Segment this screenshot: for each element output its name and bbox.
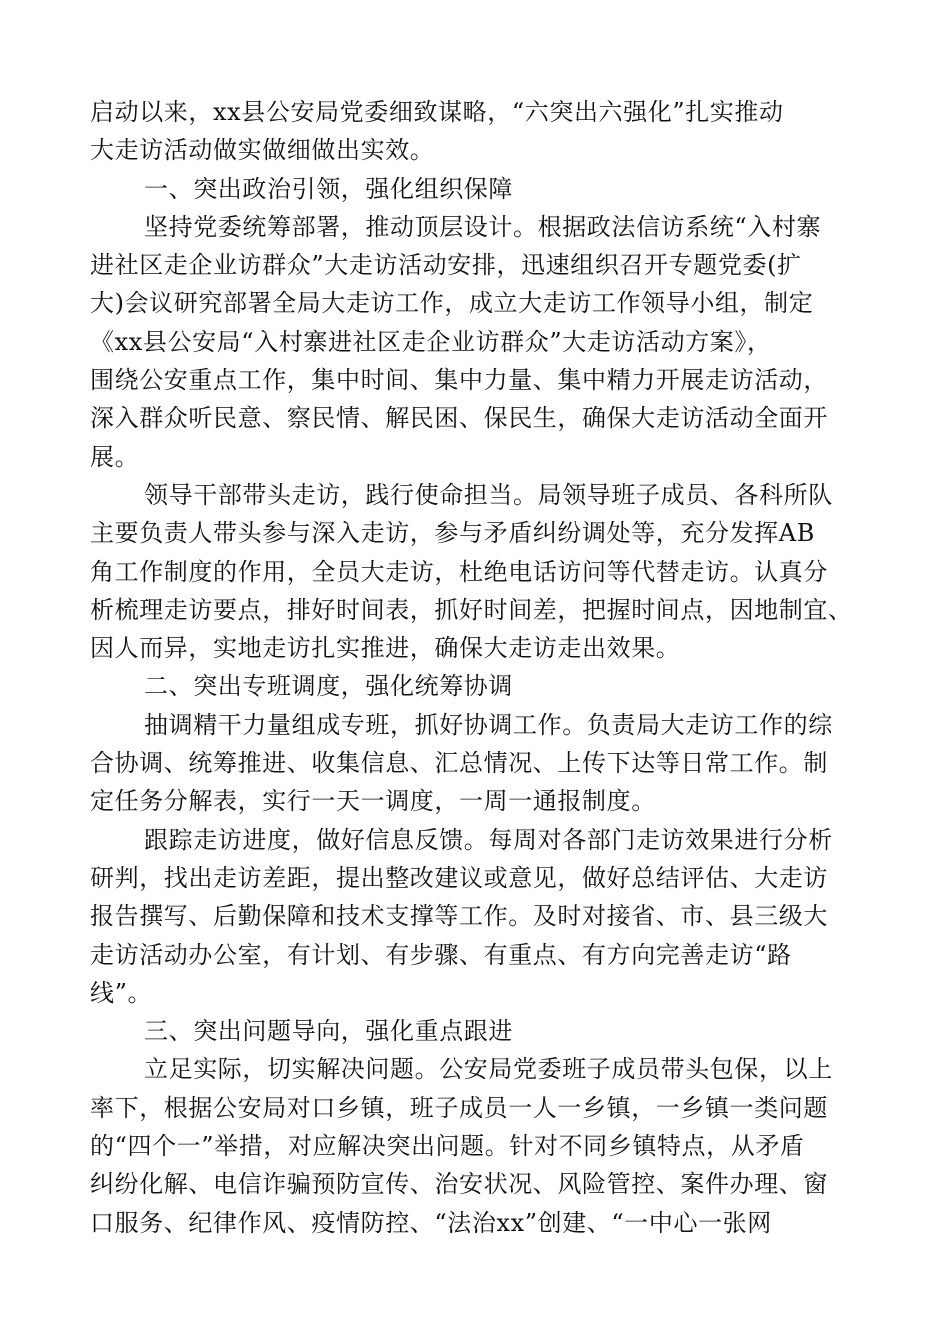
paragraph-line: 口服务、纪律作风、疫情防控、“法治xx”创建、“一中心一张网 <box>90 1208 772 1237</box>
paragraph-line: 进社区走企业访群众”大走访活动安排，迅速组织召开专题党委(扩 <box>90 251 802 280</box>
section-heading: 二、突出专班调度，强化统筹协调 <box>144 672 513 701</box>
paragraph-line: 线”。 <box>90 978 153 1007</box>
paragraph-line: 析梳理走访要点，排好时间表，抓好时间差，把握时间点，因地制宜、 <box>90 595 853 624</box>
paragraph-line: 定任务分解表，实行一天一调度，一周一通报制度。 <box>90 787 656 816</box>
paragraph-line: 大走访活动做实做细做出实效。 <box>90 136 435 165</box>
paragraph-line: 走访活动办公室，有计划、有步骤、有重点、有方向完善走访“路 <box>90 940 792 969</box>
paragraph-line: 因人而异，实地走访扎实推进，确保大走访走出效果。 <box>90 634 681 663</box>
paragraph-line: 合协调、统筹推进、收集信息、汇总情况、上传下达等日常工作。制 <box>90 749 828 778</box>
paragraph-line: 纠纷化解、电信诈骗预防宣传、治安状况、风险管控、案件办理、窗 <box>90 1170 828 1199</box>
section-heading: 三、突出问题导向，强化重点跟进 <box>144 1017 513 1046</box>
paragraph-line: 深入群众听民意、察民情、解民困、保民生，确保大走访活动全面开 <box>90 404 828 433</box>
paragraph-line: 坚持党委统筹部署，推动顶层设计。根据政法信访系统“入村寨 <box>144 212 822 241</box>
paragraph-line: 角工作制度的作用，全员大走访，杜绝电话访问等代替走访。认真分 <box>90 557 828 586</box>
paragraph-line: 的“四个一”举措，对应解决突出问题。针对不同乡镇特点，从矛盾 <box>90 1132 805 1161</box>
paragraph-line: 大)会议研究部署全局大走访工作，成立大走访工作领导小组，制定 <box>90 289 814 318</box>
paragraph-line: 报告撰写、后勤保障和技术支撑等工作。及时对接省、市、县三级大 <box>90 902 828 931</box>
paragraph-line: 领导干部带头走访，践行使命担当。局领导班子成员、各科所队 <box>144 480 833 509</box>
paragraph-line: 跟踪走访进度，做好信息反馈。每周对各部门走访效果进行分析 <box>144 825 833 854</box>
paragraph-line: 抽调精干力量组成专班，抓好协调工作。负责局大走访工作的综 <box>144 710 833 739</box>
paragraph-line: 启动以来，xx县公安局党委细致谋略，“六突出六强化”扎实推动 <box>90 98 784 126</box>
section-heading: 一、突出政治引领，强化组织保障 <box>144 174 513 203</box>
paragraph-line: 立足实际，切实解决问题。公安局党委班子成员带头包保，以上 <box>144 1055 833 1084</box>
paragraph-line: 《xx县公安局“入村寨进社区走企业访群众”大走访活动方案》， <box>90 327 772 356</box>
document-body <box>90 93 870 1242</box>
paragraph-line: 展。 <box>90 442 140 471</box>
paragraph-line: 围绕公安重点工作，集中时间、集中力量、集中精力开展走访活动， <box>90 366 828 395</box>
paragraph-line: 主要负责人带头参与深入走访，参与矛盾纠纷调处等，充分发挥AB <box>90 519 815 548</box>
paragraph-line: 率下，根据公安局对口乡镇，班子成员一人一乡镇，一乡镇一类问题 <box>90 1093 828 1122</box>
paragraph-line: 研判，找出走访差距，提出整改建议或意见，做好总结评估、大走访 <box>90 863 828 892</box>
